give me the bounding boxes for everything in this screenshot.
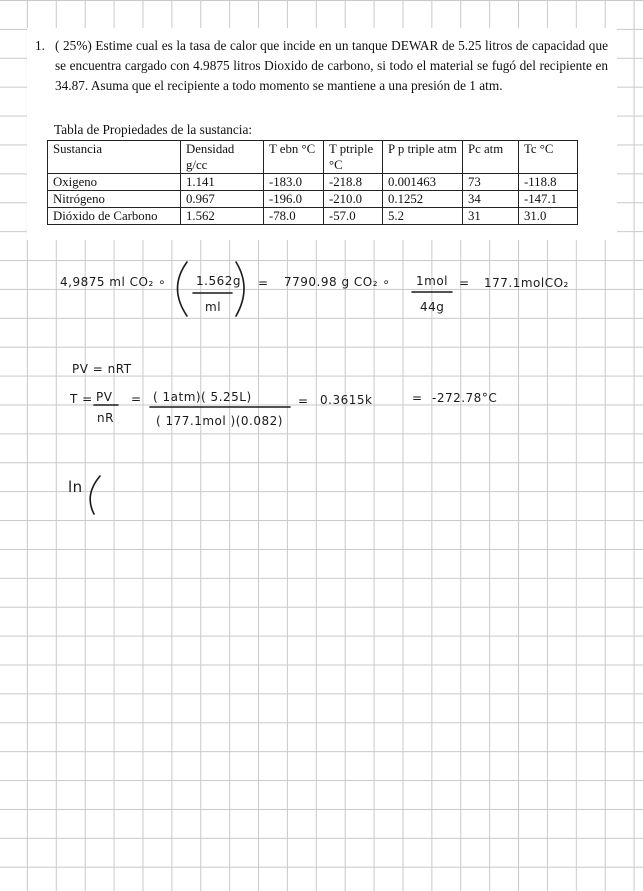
col-header-p-triple: P p triple atm [383, 141, 463, 174]
hw-mol-num: 1mol [416, 274, 448, 288]
table-cell: -78.0 [264, 208, 324, 225]
hw-equals-4: = [298, 394, 309, 408]
table-cell: -218.8 [324, 174, 383, 191]
col-header-substance: Sustancia [48, 141, 181, 174]
hw-moles-result: 177.1molCO₂ [484, 276, 569, 290]
col-header-tc: Tc °C [519, 141, 578, 174]
hw-pressure-volume: ( 1atm)( 5.25L) [153, 390, 252, 404]
table-cell: 5.2 [383, 208, 463, 225]
hw-density-den: ml [205, 300, 222, 314]
hw-mol-den: 44g [420, 300, 445, 314]
hw-temp-celsius: -272.78°C [432, 391, 498, 405]
table-cell: 1.562 [181, 208, 264, 225]
hw-equals-2: = [459, 276, 470, 290]
table-cell: 31.0 [519, 208, 578, 225]
hw-mass-co2: 7790.98 g CO₂ ∘ [284, 275, 391, 289]
col-header-pc: Pc atm [463, 141, 519, 174]
col-header-t-triple: T ptriple °C [324, 141, 383, 174]
table-cell: 73 [463, 174, 519, 191]
hw-volume-co2: 4,9875 ml CO₂ ∘ [60, 275, 167, 289]
table-cell: 1.141 [181, 174, 264, 191]
table-cell: Oxigeno [48, 174, 181, 191]
col-header-density: Densidad g/cc [181, 141, 264, 174]
table-cell: Nitrógeno [48, 191, 181, 208]
hw-equals-3: = [131, 392, 142, 406]
question-number: 1. [35, 38, 45, 53]
table-cell: 34 [463, 191, 519, 208]
table-cell: 0.001463 [383, 174, 463, 191]
table-cell: Dióxido de Carbono [48, 208, 181, 225]
table-cell: -147.1 [519, 191, 578, 208]
hw-equals-1: = [258, 276, 269, 290]
table-cell: 0.967 [181, 191, 264, 208]
table-cell: -118.8 [519, 174, 578, 191]
table-cell: 0.1252 [383, 191, 463, 208]
col-header-t-boiling: T ebn °C [264, 141, 324, 174]
hw-temp-kelvin: 0.3615k [320, 393, 373, 407]
table-cell: -57.0 [324, 208, 383, 225]
hw-pv-num: PV [96, 390, 113, 404]
close-paren-stroke [236, 262, 244, 316]
hw-density-num: 1.562g [196, 274, 241, 288]
table-title: Tabla de Propiedades de la sustancia: [54, 122, 253, 137]
hw-equals-5: = [412, 391, 423, 405]
hw-nr-den: nR [97, 411, 114, 425]
open-paren-stroke [178, 262, 188, 316]
table-cell: -196.0 [264, 191, 324, 208]
table-cell: -183.0 [264, 174, 324, 191]
hw-ideal-gas-law: PV = nRT [72, 362, 132, 376]
hw-ln: ln [68, 478, 83, 496]
hw-t-equals: T = [70, 392, 93, 406]
table-cell: 31 [463, 208, 519, 225]
question-text: ( 25%) Estime cual es la tasa de calor que incide en un tanque DEWAR de 5.25 litros de capacidad que se encuentra cargado con 4.9875 litros Dioxido de carbono, si todo el material se fugó del recipiente en 34.87. Asuma que el recipiente a todo momento se mantiene a una presión de 1 atm. [55, 38, 608, 93]
ln-paren-stroke [90, 476, 100, 514]
table-cell: -210.0 [324, 191, 383, 208]
hw-moles-r: ( 177.1mol )(0.082) [156, 414, 283, 428]
